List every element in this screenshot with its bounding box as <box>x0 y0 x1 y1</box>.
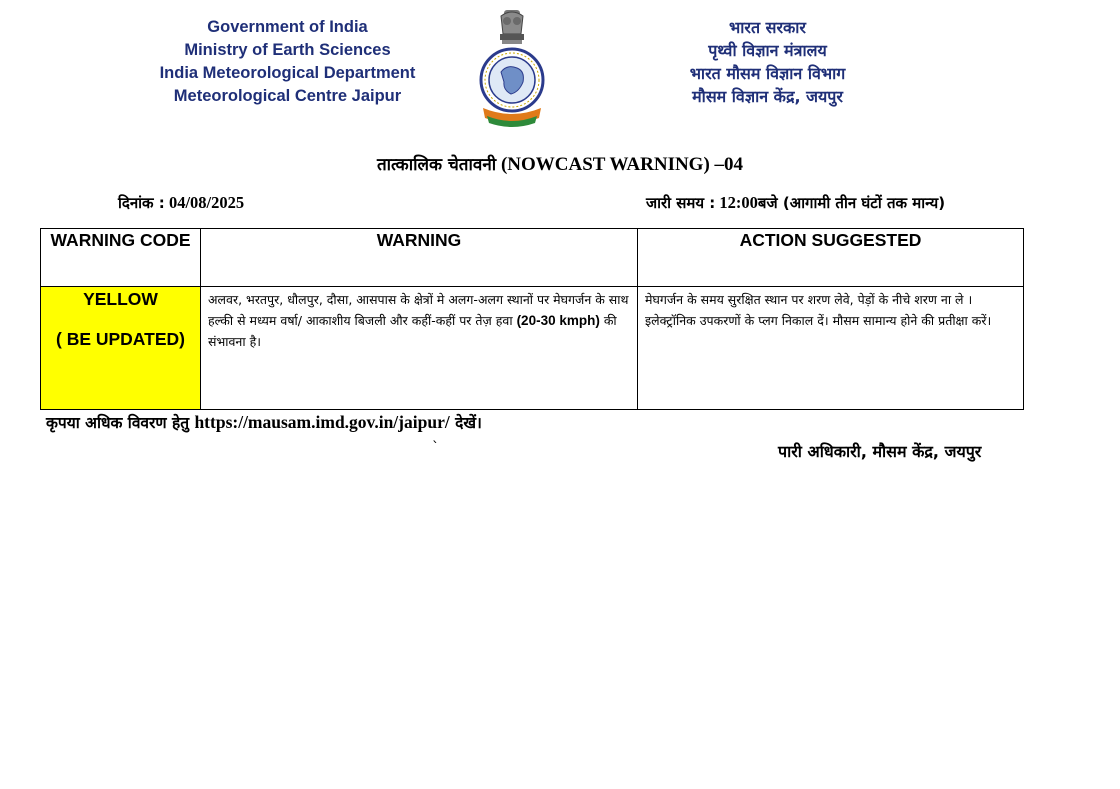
document-title <box>0 152 1120 176</box>
header-hi-line-1: भारत सरकार <box>729 18 806 37</box>
footer-note <box>46 411 482 433</box>
action-text-cell <box>638 287 1024 410</box>
header-en-line-1: Government of India <box>207 18 368 36</box>
warning-table <box>40 228 1024 410</box>
warning-text-cell <box>201 287 638 410</box>
warning-code-cell <box>41 287 201 410</box>
header-hi-line-2: पृथ्वी विज्ञान मंत्रालय <box>708 41 827 60</box>
issue-date <box>118 193 244 213</box>
title-hindi: तात्कालिक चेतावनी <box>376 155 497 175</box>
header-en-line-3: India Meteorological Department <box>159 64 416 82</box>
issue-time-value: 12:00 <box>719 193 758 212</box>
header-english <box>140 16 435 108</box>
warning-text-end: की संभावना है। <box>208 313 617 349</box>
date-value: 04/08/2025 <box>168 193 245 212</box>
issue-time <box>646 193 945 213</box>
table-row <box>41 287 1024 410</box>
header-warning-code: WARNING CODE <box>41 229 201 287</box>
issue-time-suffix: बजे (आगामी तीन घंटों तक मान्य) <box>757 194 946 212</box>
header-en-line-4: Meteorological Centre Jaipur <box>173 87 402 105</box>
action-text: मेघगर्जन के समय सुरक्षित स्थान पर शरण लेवे, पेड़ों के नीचे शरण ना ले । इलेक्ट्रॉनिक उपकरणों के प्लग निकाल दें। मौसम सामान्य होने की प्रतीक्षा करें। <box>645 292 992 328</box>
date-label: दिनांक : <box>118 194 165 212</box>
signature: पारी अधिकारी, मौसम केंद्र, जयपुर <box>778 442 982 461</box>
warning-code-value: YELLOW <box>83 289 158 309</box>
warning-code-note: ( BE UPDATED) <box>56 329 185 349</box>
table-header-row <box>41 229 1024 287</box>
imd-emblem-icon <box>477 8 547 130</box>
title-english: (NOWCAST WARNING) –04 <box>500 154 744 175</box>
stray-mark: ` <box>432 440 439 456</box>
header-hi-line-4: मौसम विज्ञान केंद्र, जयपुर <box>692 87 843 106</box>
header-hi-line-3: भारत मौसम विज्ञान विभाग <box>689 64 846 83</box>
footer-pre: कृपया अधिक विवरण हेतु <box>46 414 195 432</box>
header-hindi <box>640 16 895 108</box>
website-link[interactable]: https://mausam.imd.gov.in/jaipur/ <box>194 412 450 432</box>
header-action-suggested: ACTION SUGGESTED <box>638 229 1024 287</box>
warning-text: अलवर, भरतपुर, धौलपुर, दौसा, आसपास के क्षेत्रों मे अलग-अलग स्थानों पर मेघगर्जन के साथ हल्की से मध्यम वर्षा/ आकाशीय बिजली और कहीं-कहीं पर तेज़ हवा <box>208 292 629 328</box>
header-warning: WARNING <box>201 229 638 287</box>
wind-speed: (20-30 kmph) <box>516 313 600 328</box>
header-en-line-2: Ministry of Earth Sciences <box>184 41 391 59</box>
footer-post: देखें। <box>449 414 482 432</box>
issue-time-label: जारी समय : <box>646 194 716 212</box>
